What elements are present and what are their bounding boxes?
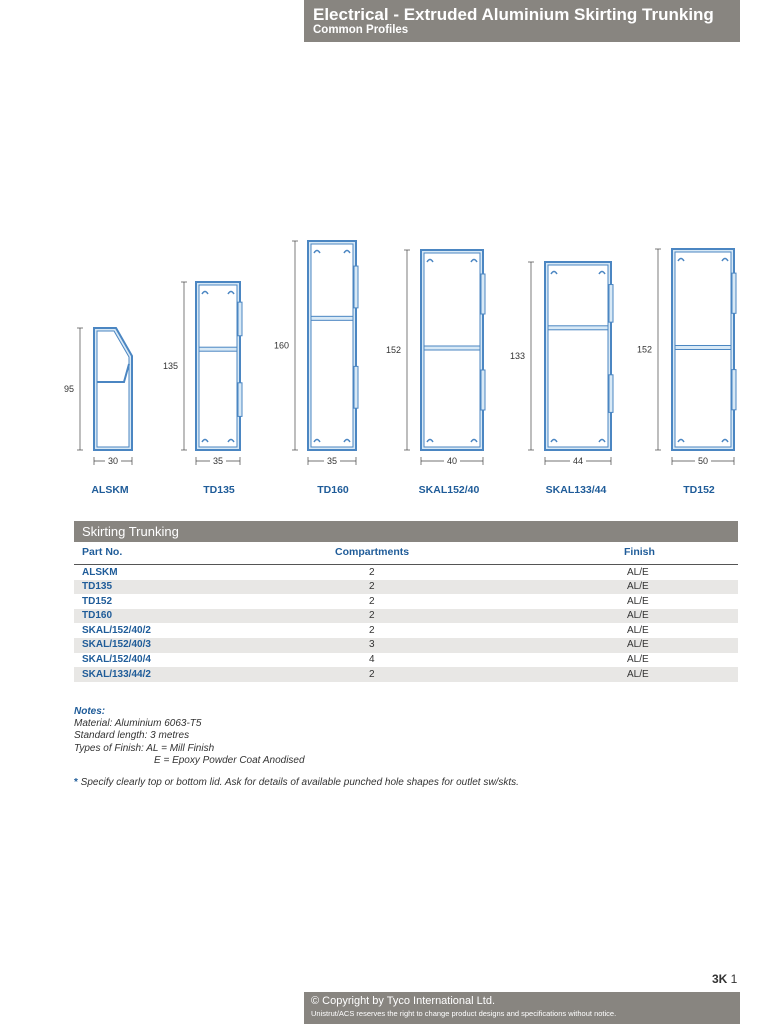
page-title: Electrical - Extruded Aluminium Skirting Trunking <box>313 5 714 24</box>
profile-lid-lug <box>354 366 358 408</box>
height-dimension-label: 152 <box>385 345 401 355</box>
width-dimension-label: 35 <box>212 456 224 466</box>
profile-label: TD152 <box>683 484 715 496</box>
profile-lid-lug <box>732 370 736 410</box>
profile-divider <box>548 326 608 330</box>
profile-divider <box>311 316 353 320</box>
table-body <box>74 565 738 682</box>
footer-copyright: © Copyright by Tyco International Ltd. <box>311 995 496 1007</box>
page-number <box>712 972 737 986</box>
height-dimension-label: 133 <box>509 351 525 361</box>
table-row: TD152 2 AL/E <box>82 595 649 607</box>
profile-alskm <box>94 328 132 450</box>
col-part-no: Part No. <box>82 546 123 558</box>
profile-td160 <box>308 241 358 450</box>
note-material: Material: Aluminium 6063-T5 <box>74 718 202 730</box>
profile-divider <box>199 347 237 351</box>
profile-skal152-40 <box>421 250 485 450</box>
note-finish: Types of Finish: AL = Mill Finish <box>74 742 215 754</box>
col-finish: Finish <box>624 546 655 558</box>
height-dimension-label: 135 <box>162 361 178 371</box>
profile-lid-lug <box>481 370 485 410</box>
footer-band <box>304 992 740 1024</box>
width-dimension-label: 44 <box>572 456 584 466</box>
height-dimension-label: 152 <box>636 344 652 355</box>
profile-label: SKAL133/44 <box>545 484 607 496</box>
note-length: Standard length: 3 metres <box>74 730 190 742</box>
table-header <box>74 542 738 565</box>
profile-lid-lug <box>354 266 358 308</box>
page-index: 1 <box>727 972 738 986</box>
profile-lid-lug <box>609 375 613 413</box>
profile-lid-lug <box>481 274 485 314</box>
profile-inner <box>199 285 237 447</box>
profile-lid-lug <box>238 383 242 417</box>
table-row: ALSKM 2 AL/E <box>82 566 649 578</box>
footnote <box>74 777 519 788</box>
width-dimension-label: 30 <box>107 456 119 466</box>
width-dimension-label: 35 <box>326 456 338 466</box>
notes-block <box>74 706 305 767</box>
profile-td152 <box>672 249 736 450</box>
profile-label: TD160 <box>317 484 349 496</box>
width-dimension-label: 40 <box>446 456 458 466</box>
footnote-text: Specify clearly top or bottom lid. Ask for details of available punched hole shapes for outlet sw/skts. <box>77 777 519 788</box>
table-row: SKAL/152/40/2 2 AL/E <box>82 624 649 636</box>
profile-inner <box>311 244 353 447</box>
table-row: SKAL/133/44/2 2 AL/E <box>74 667 738 682</box>
profile-lid-lug <box>732 273 736 313</box>
profile-label: SKAL152/40 <box>418 484 480 496</box>
profile-lid-lug <box>609 285 613 323</box>
height-dimension-label: 95 <box>63 384 74 394</box>
profile-label: TD135 <box>203 484 235 496</box>
table-row: SKAL/152/40/3 3 AL/E <box>74 638 738 653</box>
profile-skal133-44 <box>545 262 613 450</box>
note-finish-epoxy: E = Epoxy Powder Coat Anodised <box>154 754 305 766</box>
notes-title: Notes: <box>74 706 106 717</box>
page-subtitle: Common Profiles <box>313 24 409 36</box>
profile-inner <box>548 265 608 447</box>
table-title: Skirting Trunking <box>82 524 179 539</box>
page-section: 3K <box>712 972 728 986</box>
profile-label: ALSKM <box>91 484 129 496</box>
profile-inner <box>97 331 129 447</box>
header-band <box>304 0 740 42</box>
profile-lid-lug <box>238 302 242 336</box>
profile-divider <box>675 345 731 349</box>
height-dimension-label: 160 <box>273 340 289 351</box>
width-dimension-label: 50 <box>697 456 709 466</box>
table-row: SKAL/152/40/4 4 AL/E <box>82 654 649 666</box>
footnote-star: * <box>74 777 78 788</box>
profile-td135 <box>196 282 242 450</box>
table-row: TD160 2 AL/E <box>74 609 738 624</box>
table-title-band <box>74 521 738 542</box>
profile-divider <box>424 346 480 350</box>
col-compartments: Compartments <box>335 546 410 558</box>
table-row: TD135 2 AL/E <box>74 580 738 595</box>
footer-notice: Unistrut/ACS reserves the right to change product designs and specifications without notice. <box>311 1009 617 1018</box>
profile-drawings <box>0 230 768 480</box>
